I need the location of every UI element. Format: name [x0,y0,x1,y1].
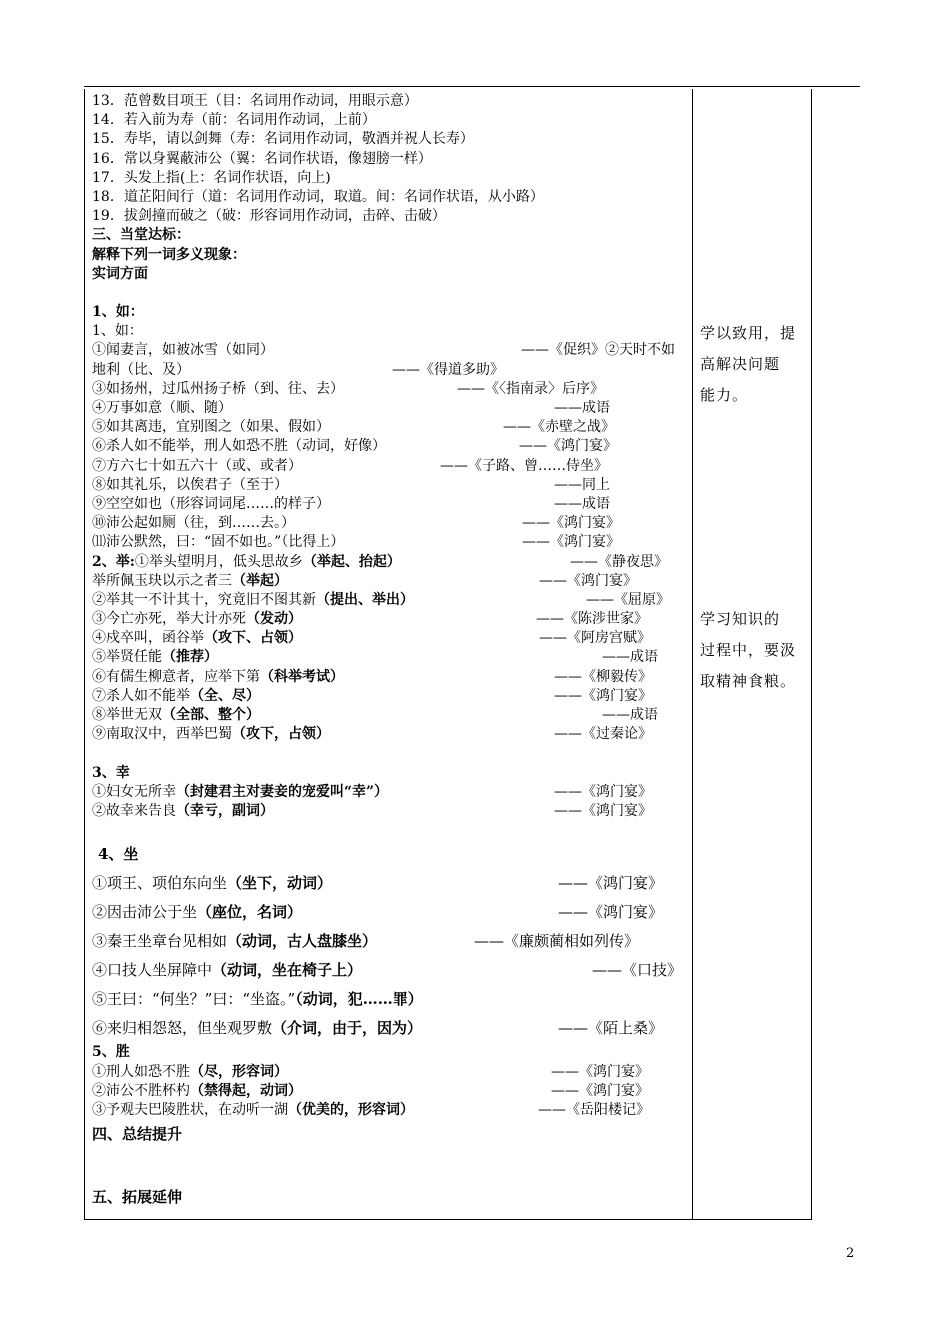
example-text: ③今亡亦死，举大计亦死 [92,611,246,628]
example-text: ③予观夫巴陵胜状，在动听一湖 [92,1101,288,1118]
example-line [92,1101,688,1120]
example-line [92,1014,688,1043]
example-gloss: （坐下，动词） [227,874,333,893]
example-line [92,668,688,687]
example-gloss: （优美的，形容词） [288,1101,414,1118]
example-gloss: （发动） [246,611,302,628]
example-line [92,927,688,956]
example-line [92,725,688,744]
note-line: 15．寿毕，请以剑舞（寿：名词用作动词，敬酒并祝人长寿） [92,131,474,148]
example-source: ——《鸿门宴》 [554,687,652,704]
example-line [92,898,688,927]
example-line [92,1082,688,1101]
example-text: ②举其一不计其十，究竟旧不图其新 [92,591,316,608]
note-line: 19．拔剑撞而破之（破：形容词用作动词，击碎、击破） [92,208,446,225]
note-line: 14．若入前为寿（前：名词用作动词，上前） [92,112,376,129]
example-source: ——《〈指南录〉后序》 [457,380,604,397]
example-text: ⑧举世无双 [92,707,162,723]
example-source: ——《得道多助》 [392,361,504,378]
example-text: ①闻妻言，如被冰雪（如同） [92,342,274,359]
example-line [92,869,688,898]
example-text: ⑤举贤任能 [92,649,162,666]
example-source: ——《口技》 [592,961,683,980]
note-line: 13．范曾数目项王（目：名词用作动词，用眼示意） [92,93,418,109]
sidebar-note-line: 学习知识的 [700,610,781,628]
example-line [92,572,688,591]
sidebar-note-line: 能力。 [700,386,749,404]
example-line [92,533,688,552]
sidebar-note-1 [700,318,804,411]
example-text: 地利（比、及） [92,361,190,378]
note-line: 17．头发上指(上：名词作状语，向上) [92,169,331,186]
example-text: ①妇女无所幸 [92,783,176,800]
example-text: ⑥杀人如不能举，刑人如恐不胜（动词，好像） [92,438,386,455]
example-gloss: （封建君主对妻妾的宠爱叫“幸”） [176,783,389,800]
example-source: ——《鸿门宴》 [519,438,617,455]
example-source: ——《鸿门宴》 [522,515,620,532]
example-text: ③秦王坐章台见相如 [92,932,228,951]
example-source: ——《鸿门宴》 [558,903,664,922]
example-gloss: （禁得起，动词） [190,1082,302,1099]
example-text: ⑩沛公起如厕（往，到……去。） [92,515,295,532]
example-gloss: （尽，形容词） [190,1063,288,1080]
example-text: ④戍卒叫，函谷举 [92,630,204,647]
example-line [92,783,688,802]
example-gloss: （动词，犯……罪） [295,990,423,1009]
example-line [92,610,688,629]
example-source: ——成语 [602,707,658,723]
example-text: ③如扬州，过瓜州扬子桥（到、往、去） [92,380,344,397]
example-source: ——成语 [554,495,610,512]
example-text: ①刑人如恐不胜 [92,1063,190,1080]
example-line [92,687,688,706]
example-line [92,457,688,476]
word-subheading-ru: 1、如： [92,323,143,340]
example-line [92,418,688,437]
example-source: ——《鸿门宴》 [554,783,652,800]
example-text: ⑥来归相怨怒，但坐观罗敷 [92,1019,273,1038]
example-source: ——《赤壁之战》 [503,419,615,436]
example-source: ——《促织》②天时不如 [521,342,675,359]
example-source: ——《陈涉世家》 [536,611,648,628]
example-source: ——《鸿门宴》 [522,534,620,551]
example-line [92,399,688,418]
example-text: ②因击沛公于坐 [92,903,198,922]
example-gloss: （举起、抬起） [302,553,401,570]
word-heading-sheng: 5、胜 [92,1044,130,1061]
example-line [92,514,688,533]
section-heading-extension: 五、拓展延伸 [92,1188,183,1207]
example-gloss: （攻下，占领） [232,726,330,743]
example-line [92,591,688,610]
example-line [92,956,688,985]
example-source: ——成语 [554,400,610,416]
example-text: ②沛公不胜杯杓 [92,1082,190,1099]
example-line [92,802,688,821]
sidebar-note-line: 高解决问题 [700,355,781,373]
example-line [92,495,688,514]
word-heading-ju: 2、举: [92,553,135,570]
example-text: ⑨南取汉中，西举巴蜀 [92,726,232,743]
example-source: ——《鸿门宴》 [551,1082,649,1099]
example-gloss: （推荐） [162,649,218,666]
example-gloss: （座位，名词） [197,903,303,922]
example-text: ②故幸来告良 [92,802,176,819]
sidebar-note-line: 学以致用，提 [700,324,797,342]
example-line [92,1063,688,1082]
example-text: ①举头望明月，低头思故乡 [134,553,303,570]
example-gloss: （动词，坐在椅子上） [212,961,363,980]
example-text: ⑥有儒生柳意者，应举下第 [92,668,260,685]
page-number: 2 [846,1246,855,1261]
example-line [92,648,688,667]
example-gloss: （提出、举出） [316,591,414,608]
category-label: 实词方面 [92,265,148,282]
example-text: ⑧如其礼乐，以俟君子（至于） [92,476,288,493]
header-rule [84,86,860,87]
example-source: ——《子路、曾……侍坐》 [440,457,608,474]
word-heading-ru: 1、如： [92,304,144,321]
example-source: ——《鸿门宴》 [551,1063,649,1080]
example-source: ——《岳阳楼记》 [538,1101,650,1118]
example-line [92,985,688,1014]
example-gloss: （科举考试） [260,668,344,685]
example-line [92,706,688,725]
example-text: ⑾沛公默然，曰：“固不如也。”（比得上） [92,534,345,551]
example-source: ——《鸿门宴》 [558,874,664,893]
example-source: ——《屈原》 [586,591,670,608]
example-source: ——《鸿门宴》 [554,802,652,819]
example-source: ——《陌上桑》 [558,1019,664,1038]
example-text: ①项王、项伯东向坐 [92,874,228,893]
note-line: 18．道芷阳间行（道：名词用作动词，取道。间：名词作状语，从小路） [92,188,544,205]
example-text: ⑤王曰：“何坐？”曰：“坐盗。” [92,990,296,1009]
example-source: ——《过秦论》 [554,726,652,743]
example-line [92,380,688,399]
example-text: ⑦杀人如不能举 [92,687,190,704]
example-source: ——《静夜思》 [570,553,668,570]
example-gloss: （动词，古人盘膝坐） [227,932,378,951]
example-gloss: （全、尽） [190,687,260,704]
sidebar-note-2 [700,604,804,697]
example-text: ⑤如其离违，宜别图之（如果、假如） [92,419,330,436]
example-gloss: （幸亏，副词） [176,802,274,819]
example-line [92,629,688,648]
example-gloss: （举起） [232,572,288,589]
example-text: ④万事如意（顺、随） [92,400,232,416]
example-source: ——《柳毅传》 [554,668,652,685]
example-line [92,553,688,572]
example-text: ⑦方六七十如五六十（或、或者） [92,457,302,474]
main-column [92,92,688,1212]
section-heading: 三、当堂达标： [92,227,190,244]
example-text: 举所佩玉玦以示之者三 [92,572,232,589]
example-text: ④口技人坐屏障中 [92,961,213,980]
example-gloss: （攻下、占领） [204,630,302,647]
example-source: ——《阿房宫赋》 [539,630,651,647]
example-line [92,361,688,380]
note-line: 16．常以身翼蔽沛公（翼：名词作状语，像翅膀一样） [92,150,432,167]
example-line [92,341,688,360]
example-line [92,476,688,495]
sidebar-note-line: 过程中，要汲 [700,641,797,659]
example-source: ——成语 [602,649,658,666]
example-line [92,437,688,456]
word-heading-zuo: 4、坐 [98,845,139,864]
example-source: ——《廉颇蔺相如列传》 [474,932,640,951]
instruction-text: 解释下列一词多义现象： [92,246,246,263]
example-gloss: （介词，由于，因为） [272,1019,423,1038]
section-heading-summary: 四、总结提升 [92,1125,183,1144]
sidebar-note-line: 取精神食粮。 [700,672,797,690]
example-source: ——同上 [554,476,610,493]
word-heading-xing: 3、幸 [92,764,130,781]
column-divider [692,89,693,1220]
example-text: ⑨空空如也（形容词词尾……的样子） [92,495,330,512]
example-gloss: （全部、整个） [162,707,260,723]
example-source: ——《鸿门宴》 [539,572,637,589]
